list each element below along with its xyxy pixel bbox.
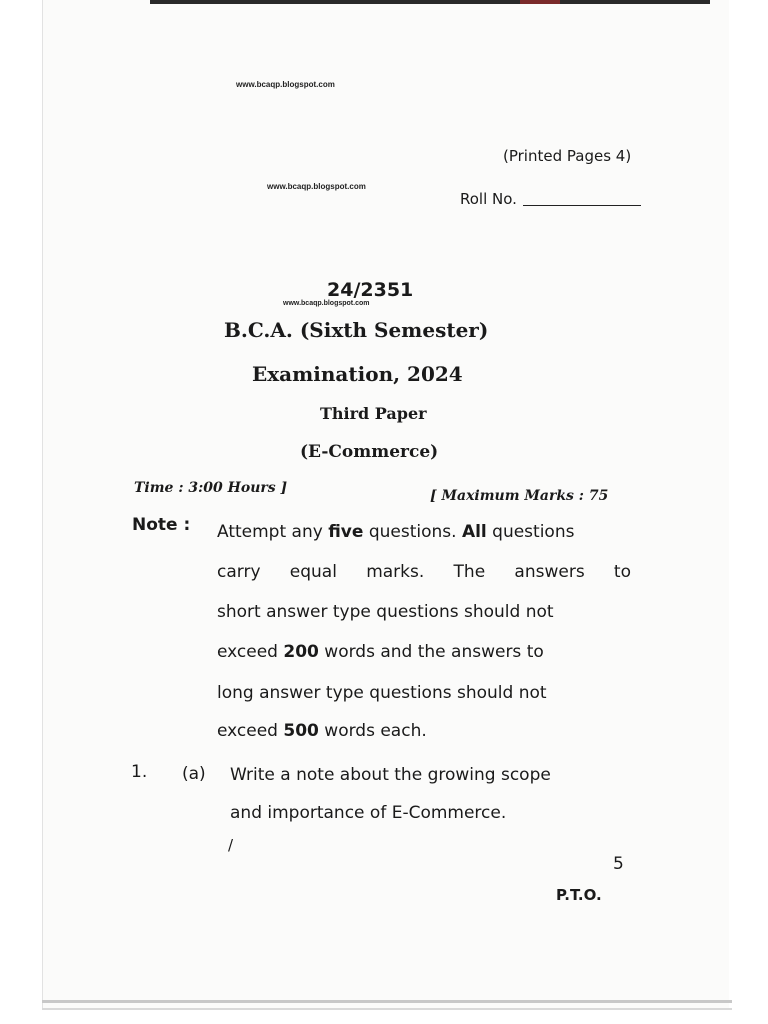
note-line: short answer type questions should not [217,602,554,622]
roll-number-blank [523,205,641,206]
watermark-url: www.bcaqp.blogspot.com [236,80,335,89]
roll-number-label: Roll No. [460,190,517,208]
question-number: 1. [131,762,148,782]
page-turn-over: P.T.O. [556,886,602,904]
note-line: carry equal marks. The answers to [217,562,631,582]
question-text: and importance of E-Commerce. [230,803,507,823]
note-line: long answer type questions should not [217,683,547,703]
page-top-edge-accent [520,0,560,4]
question-marks: 5 [613,854,624,874]
watermark-url: www.bcaqp.blogspot.com [267,182,366,191]
note-line: exceed 200 words and the answers to [217,642,544,662]
roll-number-field [460,190,641,208]
watermark-url: www.bcaqp.blogspot.com [283,300,370,307]
maximum-marks: [ Maximum Marks : 75 [430,488,609,504]
page-bottom-edge-shadow [42,1008,732,1010]
note-label: Note : [132,515,191,535]
time-allowed: Time : 3:00 Hours ] [134,480,288,496]
pen-mark: / [228,836,234,854]
note-line: Attempt any five questions. All questions [217,522,575,542]
note-line: exceed 500 words each. [217,721,427,741]
page-top-edge [150,0,710,4]
exam-title: Examination, 2024 [252,362,463,386]
subject-title: (E-Commerce) [300,442,439,462]
course-title: B.C.A. (Sixth Semester) [224,318,489,342]
paper-code: 24/2351 [327,279,414,301]
page-bottom-edge [42,1000,732,1003]
question-text: Write a note about the growing scope [230,765,551,785]
paper-number: Third Paper [320,404,427,423]
question-part: (a) [182,764,206,784]
printed-pages-label: (Printed Pages 4) [503,147,632,165]
